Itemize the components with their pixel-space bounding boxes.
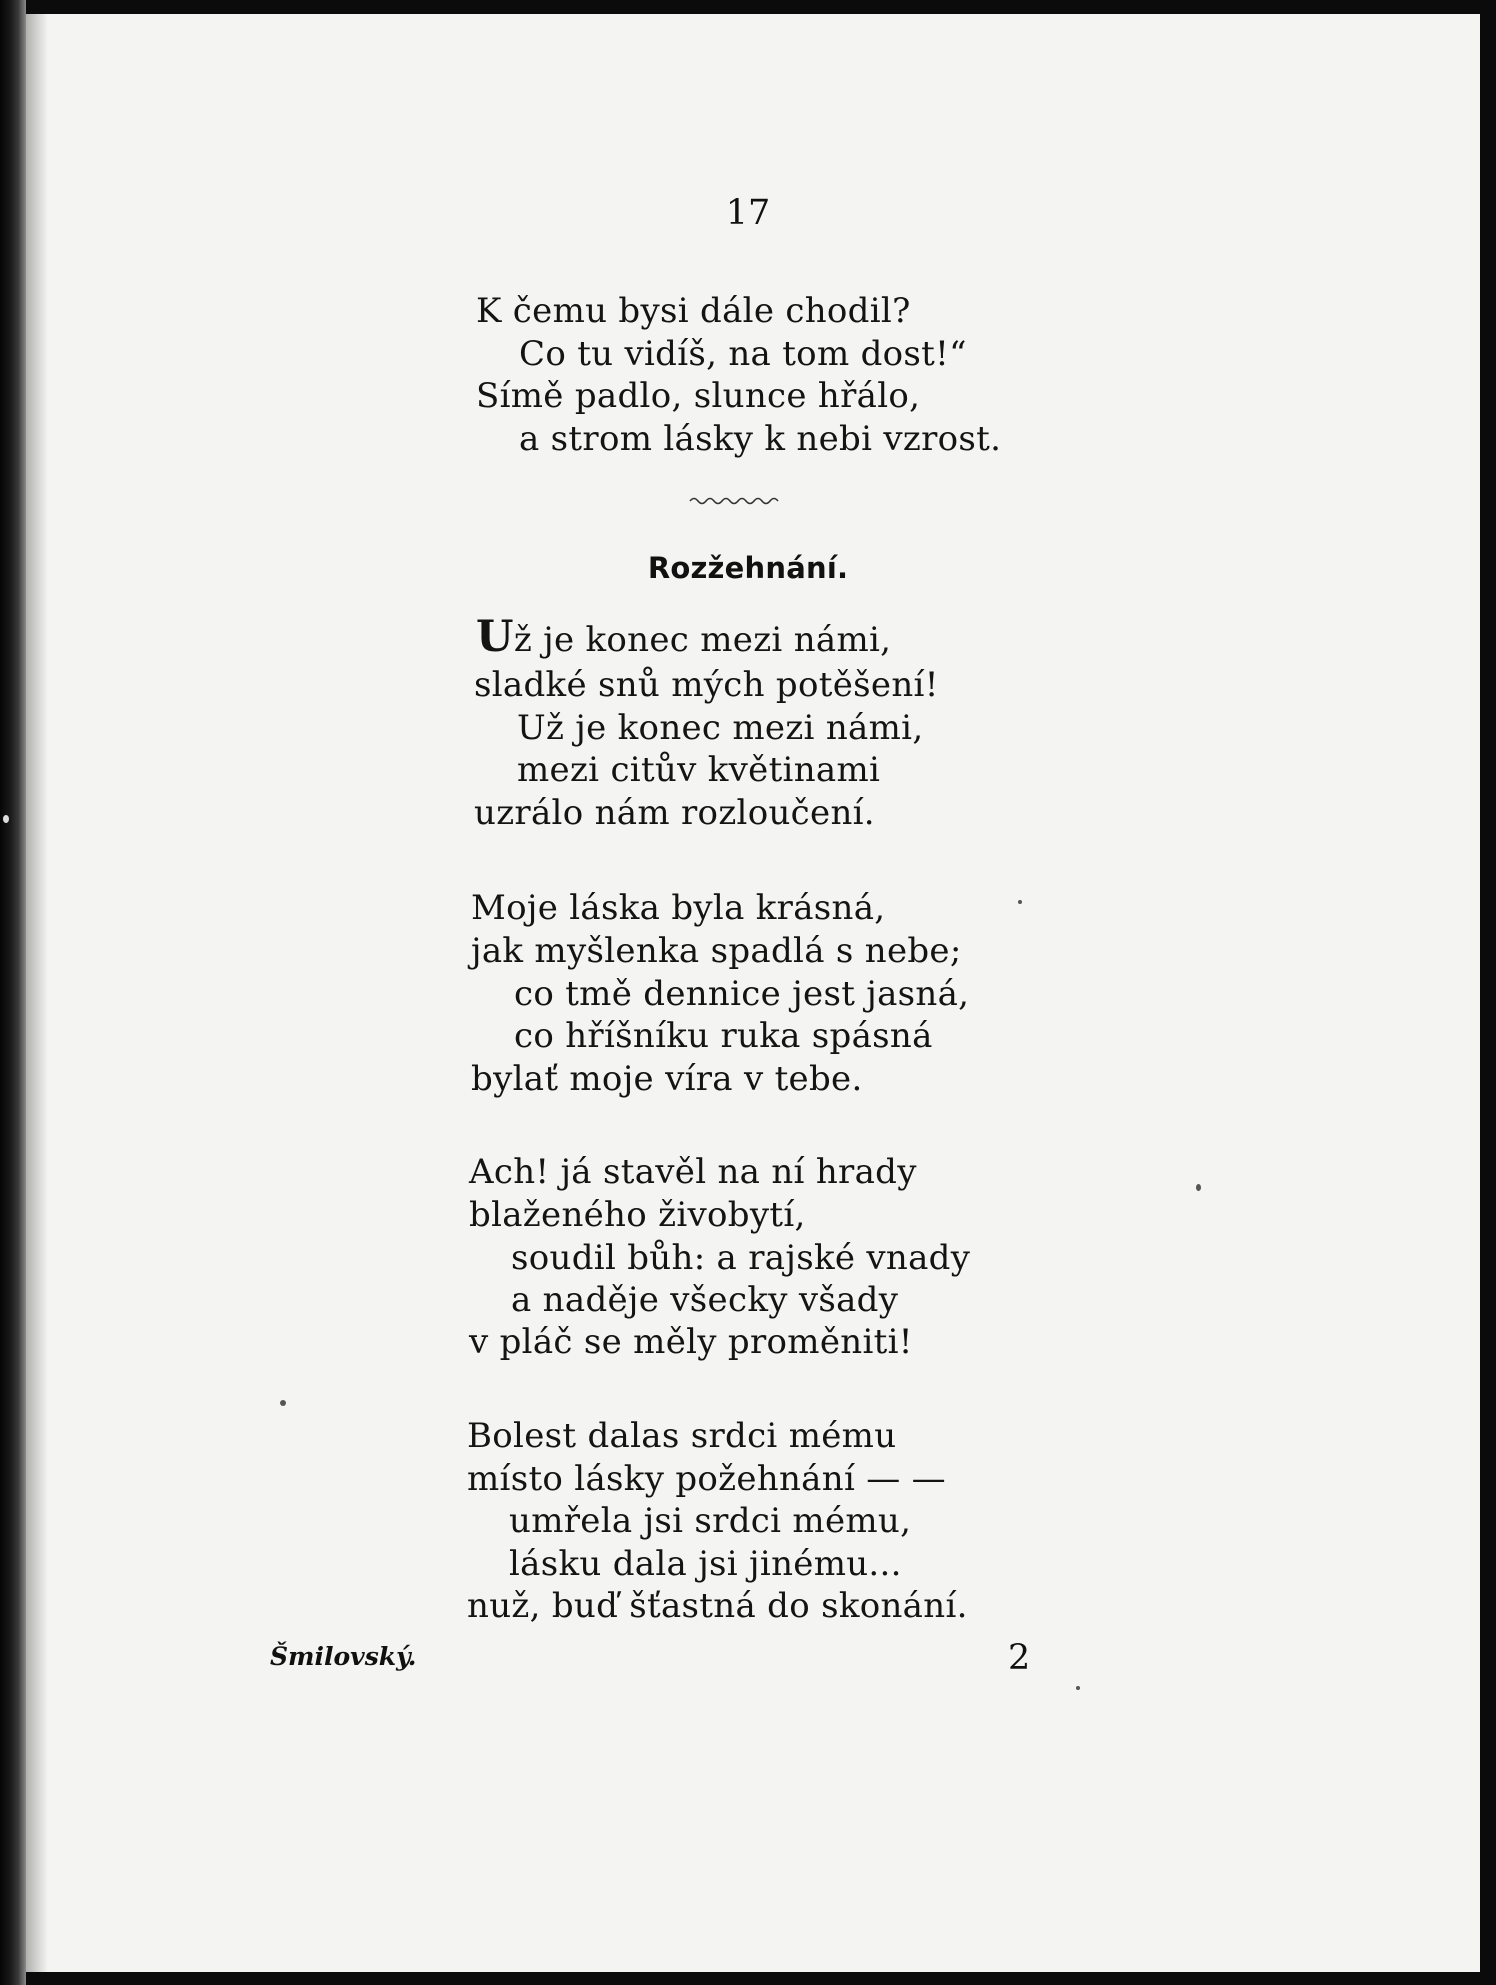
poem-line: K čemu bysi dále chodil? [476, 291, 911, 331]
poem-line: blaženého živobytí, [469, 1195, 806, 1235]
poem-line: umřela jsi srdci mému, [509, 1501, 912, 1541]
poem-line: co tmě dennice jest jasná, [514, 974, 970, 1014]
poem-line: Moje láska byla krásná, [471, 888, 886, 928]
poem-line: nuž, buď šťastná do skonání. [467, 1586, 968, 1626]
poem-line: jak myšlenka spadlá s nebe; [471, 931, 962, 971]
initial-letter: U [476, 612, 514, 662]
poem-line: mezi citův květinami [517, 750, 881, 790]
book-binding-edge [0, 0, 26, 1985]
paper-speck [1076, 1686, 1080, 1690]
poem-line-first [476, 612, 892, 662]
poem-line: Co tu vidíš, na tom dost!“ [519, 334, 967, 374]
page-number: 17 [725, 193, 771, 233]
poem-line: uzrálo nám rozloučení. [474, 793, 875, 833]
poem-line: lásku dala jsi jinému... [509, 1544, 902, 1584]
wavy-divider-ornament [688, 494, 786, 508]
paper-speck [3, 815, 9, 823]
poem-line: soudil bůh: a rajské vnady [511, 1238, 971, 1278]
sheet-number: 2 [1008, 1638, 1031, 1678]
poem-line: Ach! já stavěl na ní hrady [469, 1152, 917, 1192]
paper-speck [1018, 900, 1022, 904]
poem-line: a strom lásky k nebi vzrost. [519, 419, 1002, 459]
poem-line: Bolest dalas srdci mému [467, 1416, 897, 1456]
poem-line: Už je konec mezi námi, [517, 708, 924, 748]
page-gutter-shadow [26, 14, 48, 1972]
poem-line: bylať moje víra v tebe. [471, 1059, 863, 1099]
poem-line: co hříšníku ruka spásná [514, 1016, 933, 1056]
poem-line: a naděje všecky všady [511, 1280, 899, 1320]
poem-line: sladké snů mých potěšení! [474, 665, 939, 705]
poem-line: místo lásky požehnání — — [467, 1459, 946, 1499]
poem-line: v pláč se měly proměniti! [469, 1322, 913, 1362]
first-line-text: ž je konec mezi námi, [513, 620, 892, 660]
poem-title: Rozžehnání. [647, 551, 849, 585]
paper-speck [280, 1400, 286, 1406]
paper-speck [1196, 1184, 1201, 1191]
signature-mark: Šmilovský. [270, 1642, 417, 1671]
poem-line: Símě padlo, slunce hřálo, [476, 376, 921, 416]
